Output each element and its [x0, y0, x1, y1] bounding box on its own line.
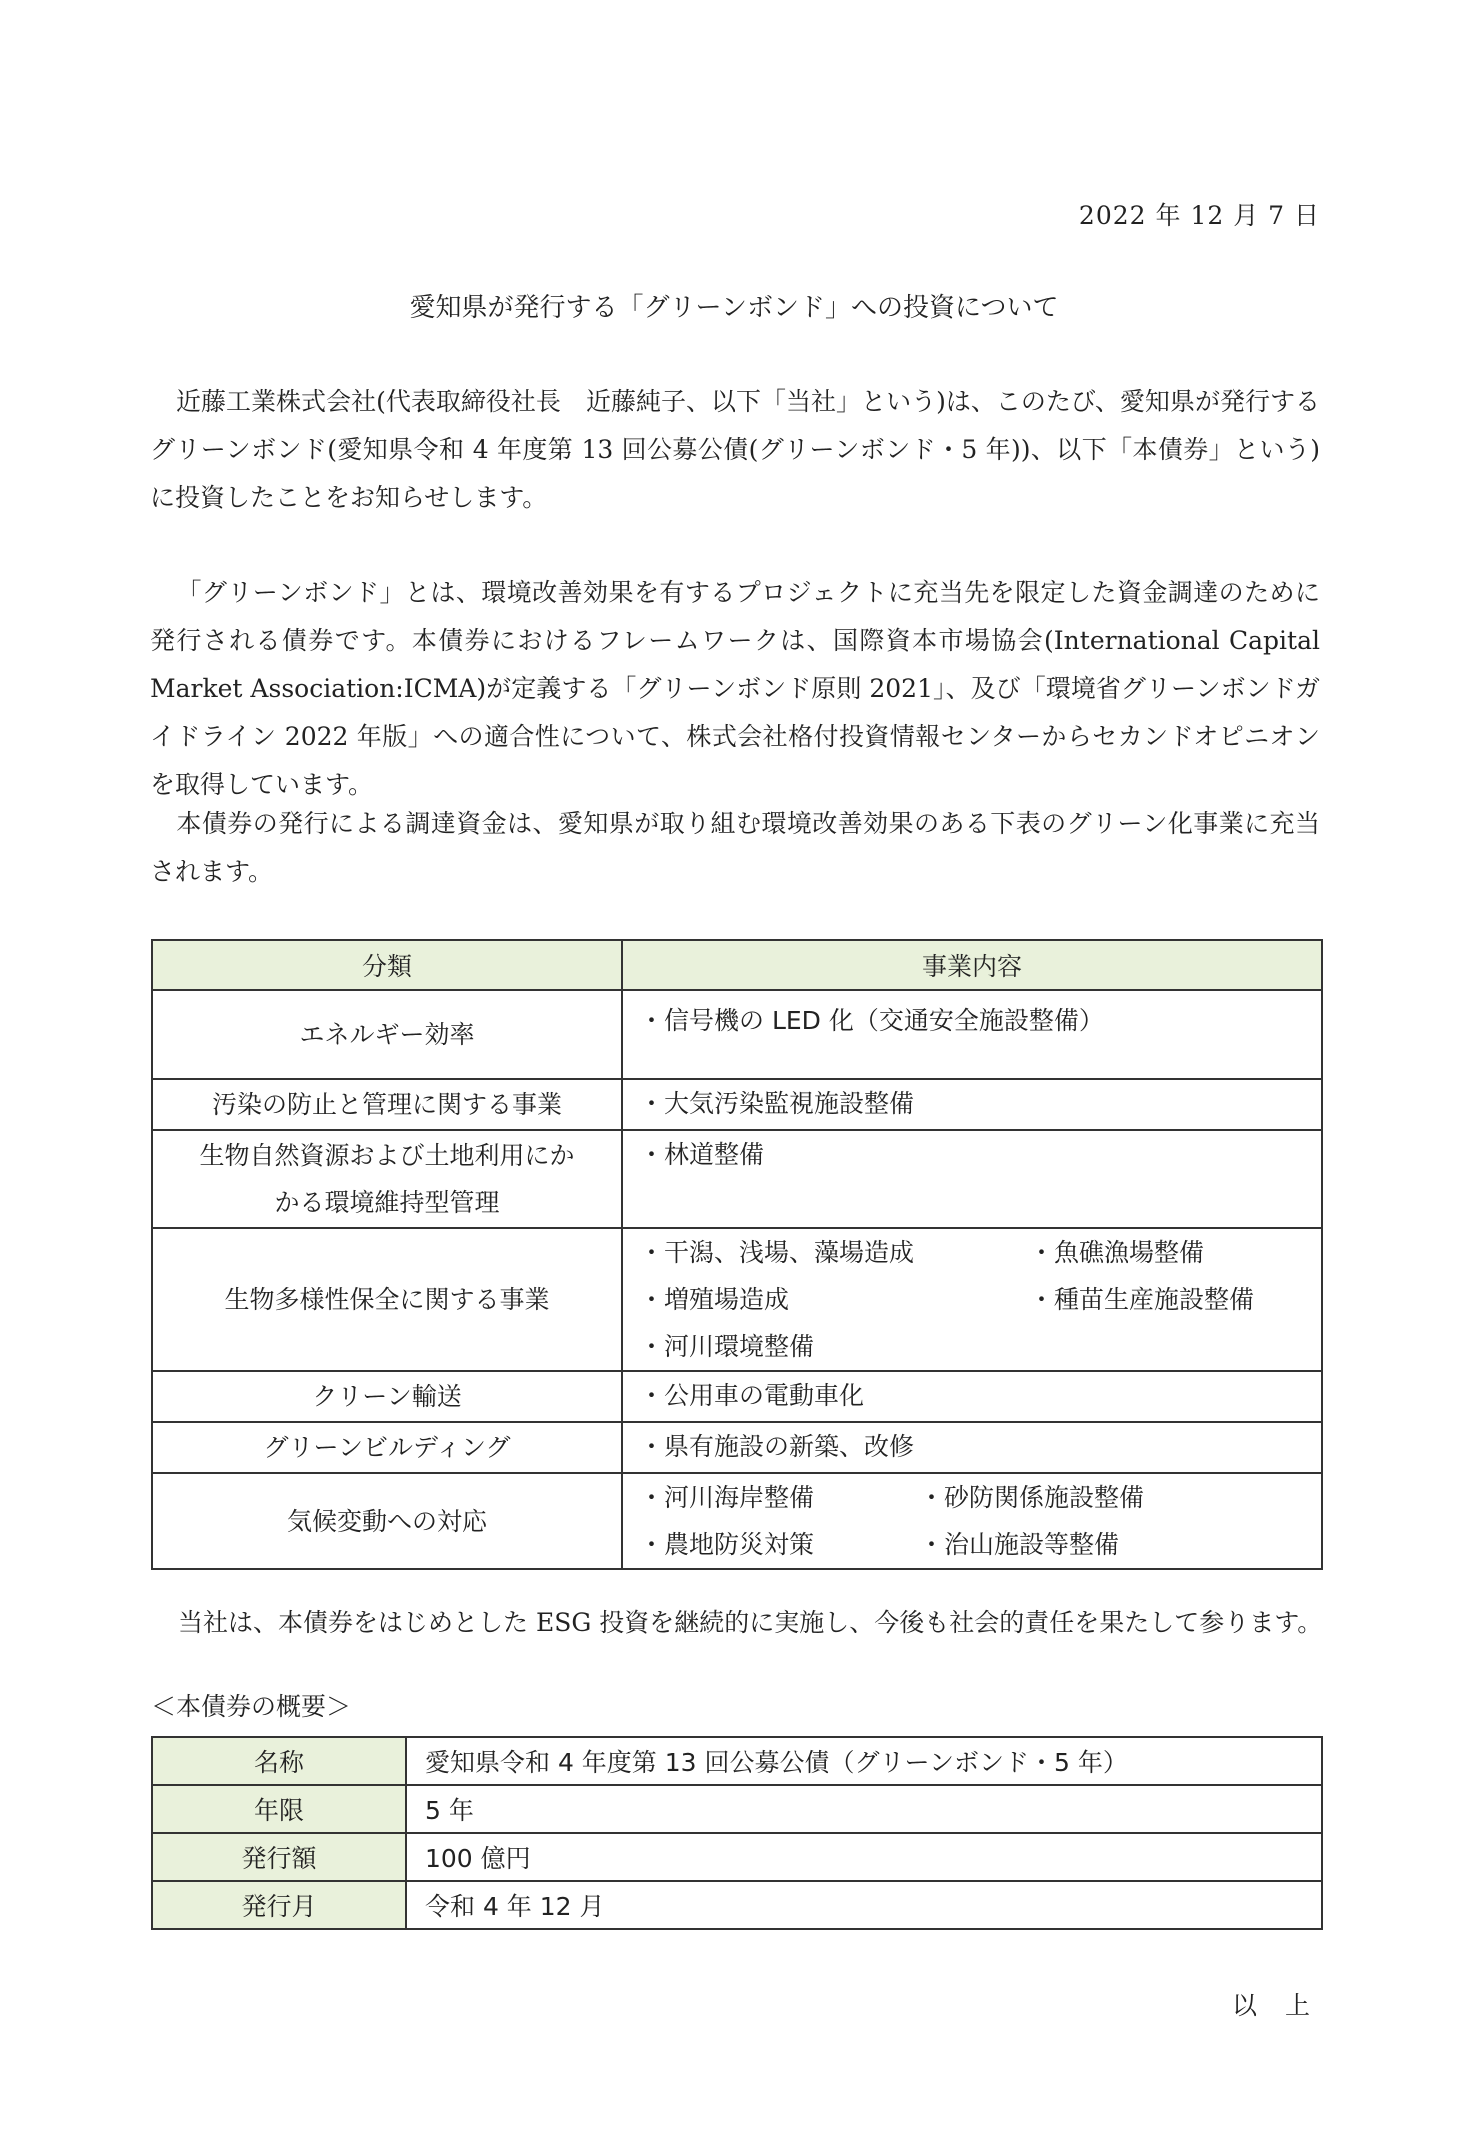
list-item: ・魚礁漁場整備: [1029, 1238, 1205, 1267]
content-cell: [622, 1371, 1322, 1422]
summary-value: 愛知県令和 4 年度第 13 回公募公債（グリーンボンド・5 年）: [406, 1737, 1322, 1785]
summary-value: 100 億円: [406, 1833, 1322, 1881]
table-row: [152, 1228, 1322, 1371]
list-item: ・信号機の LED 化（交通安全施設整備）: [639, 1006, 1104, 1035]
table-row: [152, 1371, 1322, 1422]
table-header-row: [152, 940, 1322, 990]
content-cell: [622, 1130, 1322, 1228]
list-item: ・種苗生産施設整備: [1029, 1285, 1255, 1314]
table-row: [152, 1130, 1322, 1228]
category-line: かる環境維持型管理: [274, 1188, 500, 1217]
list-item: ・公用車の電動車化: [639, 1381, 865, 1410]
list-item: ・農地防災対策: [639, 1530, 815, 1559]
document-title: 愛知県が発行する「グリーンボンド」への投資について: [409, 293, 1059, 323]
header-content: 事業内容: [622, 940, 1322, 990]
table-row: [152, 990, 1322, 1079]
summary-key: 発行月: [152, 1881, 406, 1929]
green-bond-text: 「グリーンボンド」とは、環境改善効果を有するプロジェクトに充当先を限定した資金調達のために発行される債券です。本債券におけるフレームワークは、国際資本市場協会(International Capital Market Association:ICMA)が定義する「グリーンボンド原則 2021」、及び「環境省グリーンボンドガイドライン 2022 年版」への適合性について、株式会社格付投資情報センターからセカンドオピニオンを取得しています。: [150, 578, 1320, 799]
summary-table: [151, 1736, 1323, 1930]
list-item: ・河川海岸整備: [639, 1483, 815, 1512]
use-of-proceeds-paragraph: [150, 800, 1320, 896]
category-cell: クリーン輸送: [152, 1371, 622, 1422]
table-row: [152, 1881, 1322, 1929]
header-category: 分類: [152, 940, 622, 990]
summary-key: 年限: [152, 1785, 406, 1833]
table-row: [152, 1422, 1322, 1473]
content-cell: [622, 1228, 1322, 1371]
green-bond-paragraph: [150, 569, 1320, 809]
list-item: ・県有施設の新築、改修: [639, 1432, 915, 1461]
table-row: [152, 1785, 1322, 1833]
intro-paragraph: [150, 378, 1320, 522]
category-cell: [152, 1130, 622, 1228]
content-cell: [622, 990, 1322, 1079]
content-cell: [622, 1422, 1322, 1473]
list-item: ・大気汚染監視施設整備: [639, 1089, 915, 1118]
project-table: [151, 939, 1323, 1570]
esg-note: 当社は、本債券をはじめとした ESG 投資を継続的に実施し、今後も社会的責任を果たして参ります。: [178, 1608, 1323, 1637]
category-cell: 気候変動への対応: [152, 1473, 622, 1569]
category-cell: エネルギー効率: [152, 990, 622, 1079]
content-cell: [622, 1079, 1322, 1130]
category-cell: 汚染の防止と管理に関する事業: [152, 1079, 622, 1130]
summary-label: ＜本債券の概要＞: [151, 1692, 352, 1721]
category-cell: グリーンビルディング: [152, 1422, 622, 1473]
list-item: ・河川環境整備: [639, 1332, 815, 1361]
list-item: ・林道整備: [639, 1140, 765, 1169]
category-cell: 生物多様性保全に関する事業: [152, 1228, 622, 1371]
summary-value: 5 年: [406, 1785, 1322, 1833]
list-item: ・干潟、浅場、藻場造成: [639, 1238, 915, 1267]
table-row: [152, 1833, 1322, 1881]
use-of-proceeds-text: 本債券の発行による調達資金は、愛知県が取り組む環境改善効果のある下表のグリーン化事業に充当されます。: [150, 809, 1320, 886]
content-cell: [622, 1473, 1322, 1569]
list-item: ・砂防関係施設整備: [919, 1483, 1145, 1512]
list-item: ・治山施設等整備: [919, 1530, 1120, 1559]
content-grid: [639, 1474, 1305, 1568]
summary-key: 発行額: [152, 1833, 406, 1881]
intro-text: 近藤工業株式会社(代表取締役社長 近藤純子、以下「当社」という)は、このたび、愛知県が発行するグリーンボンド(愛知県令和 4 年度第 13 回公募公債(グリーンボンド・5 年))、以下「本債券」という)に投資したことをお知らせします。: [150, 387, 1320, 512]
table-row: [152, 1737, 1322, 1785]
content-grid: [639, 1229, 1305, 1370]
category-line: 生物自然資源および土地利用にか: [199, 1141, 575, 1170]
table-row: [152, 1473, 1322, 1569]
table-row: [152, 1079, 1322, 1130]
summary-value: 令和 4 年 12 月: [406, 1881, 1322, 1929]
summary-key: 名称: [152, 1737, 406, 1785]
list-item: ・増殖場造成: [639, 1285, 790, 1314]
closing-mark: 以 上: [1232, 1991, 1320, 2020]
document-date: 2022 年 12 月 7 日: [1078, 201, 1320, 230]
